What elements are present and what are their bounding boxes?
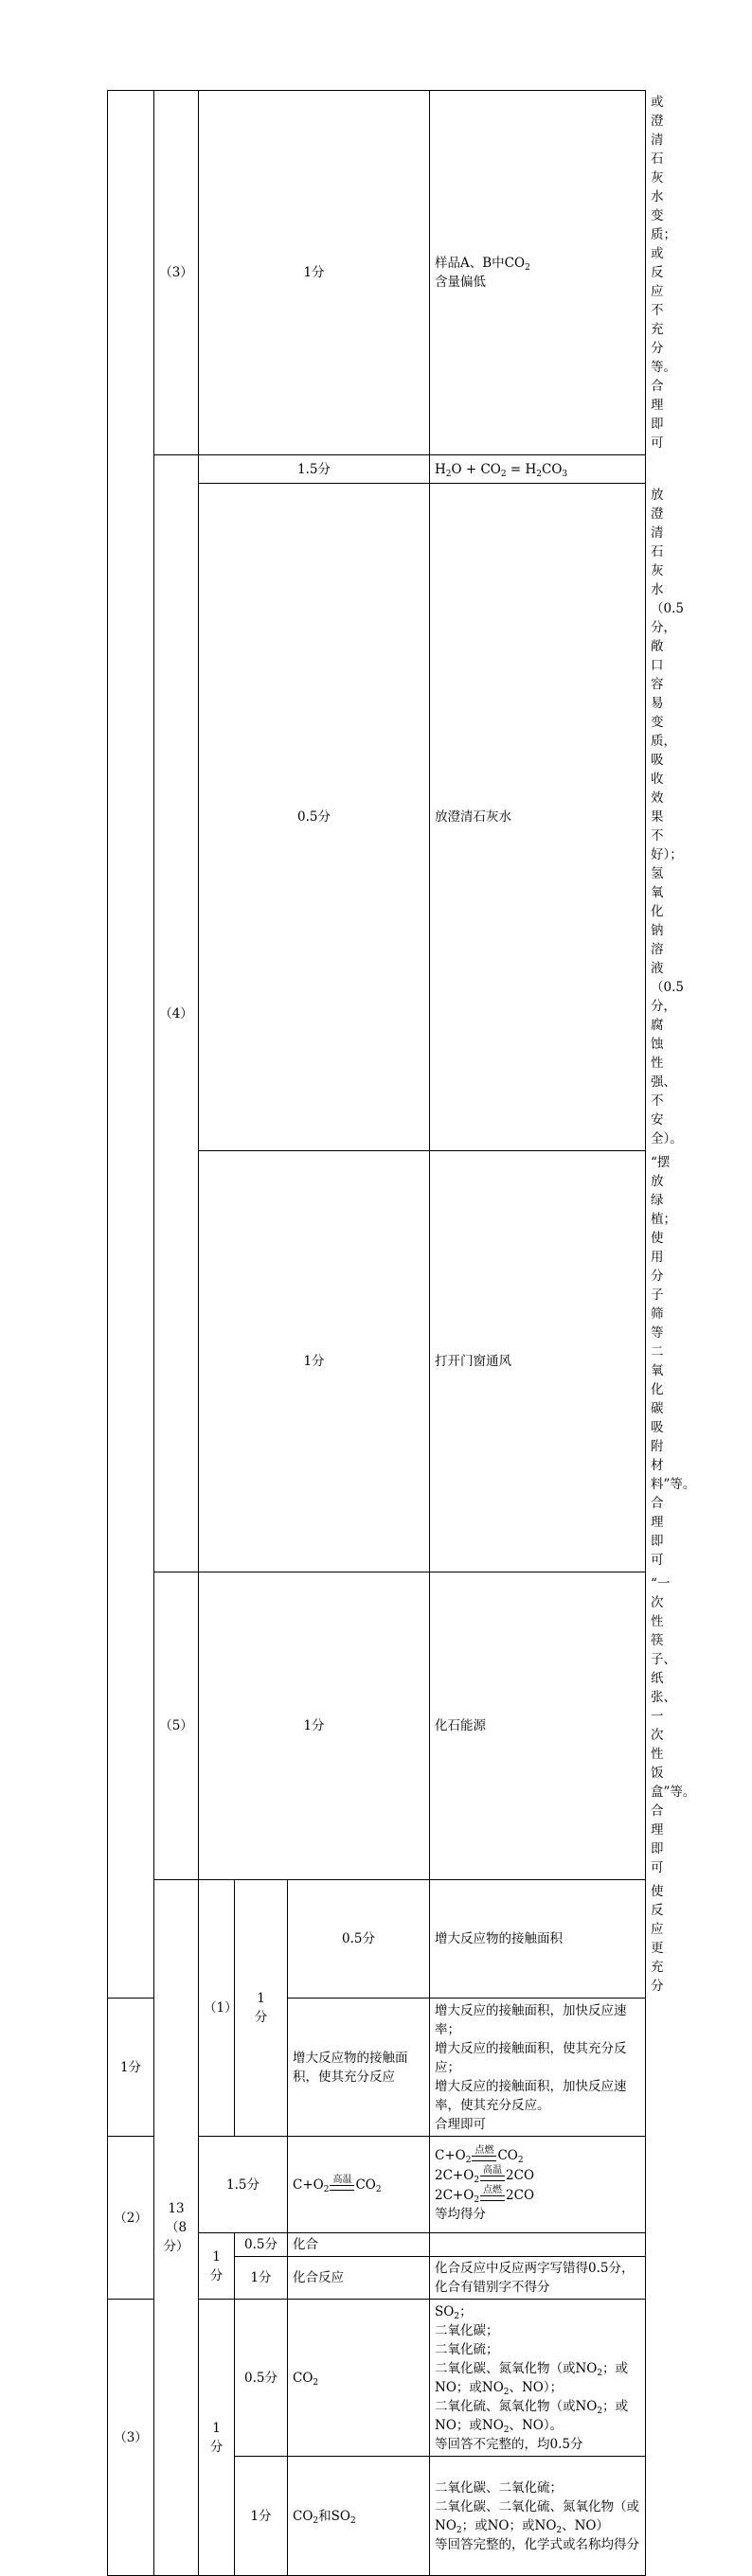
note-cell: $SO_2$； 二氧化碳； 二氧化硫； 二氧化碳、氮氧化物（或$NO_2$；或NO；或$NO_2$、NO）； 二氧化硫、氮氧化物（或$NO_2$；或NO；或$NO_2$、NO）。 等回答不完整的，均0.5分 [430,2300,646,2457]
score-cell: 1 分 [199,2300,235,2576]
sub-question-label: （5） [154,1572,199,1880]
score-cell: 1分 [235,2257,288,2300]
score-cell: 0.5分 [235,2233,288,2257]
grading-table [107,90,696,2576]
equation-cell: $C+O_2$ 高温 $CO_2$ [288,2137,430,2233]
score-cell: 0.5分 [235,2300,288,2457]
score-cell: 1分 [199,1572,430,1880]
question-number-cell: 13 （8 分） [154,1880,199,2576]
sub-question-label: （1） [199,1880,235,2137]
sub-question-label: （2） [108,2137,154,2300]
equation-cell: $H_2O + CO_2 = H_2CO_3$ [430,455,646,484]
score-cell: 1分 [235,2457,288,2576]
score-cell: 1.5分 [199,2137,288,2233]
score-cell: 1分 [199,1151,430,1572]
note-cell: 增大反应的接触面积，加快反应速率； 增大反应的接触面积，使其充分反应； 增大反应的接触面积，加快反应速率，使其充分反应。 合理即可 [430,1999,646,2137]
table-row: 0.5分 放澄清石灰水 放澄清石灰水（0.5分，敞口容易变质，吸收效果不好）；氢氧化钠溶液（0.5分，腐蚀性强、不安全）。 [108,484,646,1151]
note-cell [430,2233,646,2257]
score-cell: 1 分 [199,2233,235,2300]
sub-question-label: （4） [154,455,199,1572]
note-cell: 化合反应中反应两字写错得0.5分，化合有错别字不得分 [430,2257,646,2300]
score-cell: 0.5分 [199,484,430,1151]
score-cell: 1.5分 [199,455,430,484]
sub-question-label: （3） [154,91,199,455]
answer-cell: 放澄清石灰水 [430,484,646,1151]
table-row [108,455,646,484]
answer-cell: $CO_2$ [288,2300,430,2457]
score-cell: 0.5分 [288,1880,430,1999]
answer-cell: 打开门窗通风 [430,1151,646,1572]
answer-cell: 增大反应物的接触面积，使其充分反应 [288,1999,430,2137]
reaction-condition: 高温 [330,2175,354,2194]
answer-cell: 增大反应物的接触面积 [430,1880,646,1999]
answer-cell: 化合 [288,2233,430,2257]
sub-question-label: （3） [108,2300,154,2576]
score-cell: 1分 [108,1999,154,2137]
score-cell: 1分 [199,91,430,455]
score-cell: 1 分 [235,1880,288,2137]
answer-cell: 化合反应 [288,2257,430,2300]
note-cell: 二氧化碳、二氧化硫； 二氧化碳、二氧化硫、氮氧化物（或$NO_2$；或NO；或$NO_2$、NO） 等回答完整的，化学式或名称均得分 [430,2457,646,2576]
table-row: 13 （8 分） （1） 1 分 0.5分 增大反应物的接触面积 使反应更充分 [108,1880,646,1999]
answer-cell: $CO_2$和$SO_2$ [288,2457,430,2576]
table-row: （3） 1分 样品A、B中$CO_2$ 含量偏低 或澄清石灰水变质； 或反应不充分等。合理即可 [108,91,646,455]
answer-cell: 样品A、B中$CO_2$ 含量偏低 [430,91,646,455]
note-cell: $C+O_2$ 点燃 $CO_2$ $2C+O_2$ 高温 2CO $2C+O_2$ 点燃 2CO 等均得分 [430,2137,646,2233]
question-number-cell [108,91,154,1999]
answer-cell: 化石能源 [430,1572,646,1880]
table-row: 1分 打开门窗通风 “摆放绿植；使用分子筛等二氧化碳吸附材料”等。合理即可 [108,1151,646,1572]
table-row: （5） 1分 化石能源 “一次性筷子、纸张、一次性饭盒”等。合理即可 [108,1572,646,1880]
